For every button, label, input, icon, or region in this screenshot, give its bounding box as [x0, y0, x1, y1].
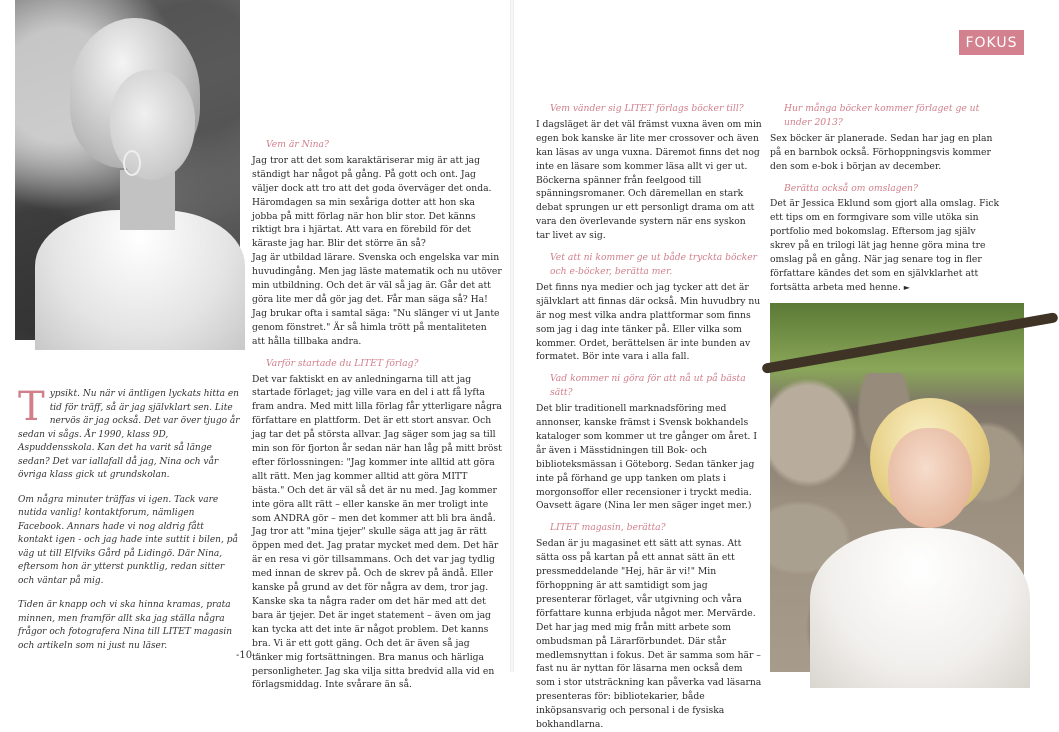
intro-paragraph-2: Om några minuter träffas vi igen. Tack vare nutida vanlig! kontaktforum, nämligen Facebook. Annars hade vi nog aldrig fått kontakt igen - och jag hade inte suttit i bilen, på väg ut till Elfviks Gård på Lidingö. Där Nina, eftersom hon är ytterst punktlig, redan sitter och väntar på mig.: [18, 494, 238, 586]
section-badge: FOKUS: [959, 30, 1024, 55]
interview-column-4: [770, 102, 1002, 295]
question-heading: Vet att ni kommer ge ut både tryckta böcker och e-böcker, berätta mer.: [550, 252, 758, 277]
question-heading: Berätta också om omslagen?: [784, 182, 918, 194]
interview-column-3: [536, 102, 762, 732]
question-heading: Vem är Nina?: [266, 139, 329, 150]
answer-text: Jag är utbildad lärare. Svenska och engelska var min huvudingång. Men jag läste matematik och nu utöver min utbildning. Och det är väl så jag är. Går det att göra lite mer då gör jag det. Får man säga så? Ha! Jag brukar ofta i samtal säga: "Nu slänger vi ut Jante genom fönstret." Är så himla trött på mentaliteten att hålla tillbaka andra.: [252, 252, 502, 347]
portrait-photo-bw: [15, 0, 240, 340]
question-heading: LITET magasin, berätta?: [550, 522, 666, 534]
drop-cap: T: [18, 384, 45, 430]
page-gutter: [510, 0, 514, 672]
page-number: -10 -: [236, 650, 259, 661]
answer-text: Sedan är ju magasinet ett sätt att synas. Att sätta oss på kartan på ett annat sätt än ett pressmeddelande "Hej, här är vi!" Min förhoppning är att samtidigt som jag presenterar förlaget, vår utgivning och våra författare kunna erbjuda något mer. Mervärde. Det har jag med mig från mitt arbete som ombudsman på Lärarförbundet. Där står medlemsnyttan i fokus. Det är samma som här – fast nu är nyttan för läsarna men också dem som i stor utsträckning kan påverka vad läsarna presenteras för: bibliotekarier, både inköpsansvarig och personal i de fysiska bokhandlarna.: [536, 538, 762, 731]
answer-text: Jag tror att det som karaktäriserar mig är att jag ständigt har något på gång. På gott och ont. Jag väljer dock att tro att det goda överväger det onda. Häromdagen sa min sexåriga dotter att hon ska jobba på mitt förlag när hon blir stor. Det känns riktigt bra i hjärtat. Att vara en förebild för det käraste jag har. Blir det större än så?: [252, 154, 492, 250]
portrait-photo-color: [770, 303, 1024, 672]
interview-column-2: [252, 138, 502, 692]
intro-paragraph-3: Tiden är knapp och vi ska hinna kramas, prata minnen, men framför allt ska jag ställa några frågor och fotografera Nina till LITET magasin och artikeln som ni just nu läser.: [18, 600, 233, 651]
intro-paragraph-1: Typsikt. Nu när vi äntligen lyckats hitta en tid för träff, så är jag självklart sen. Lite nervös är jag också. Det var över tjugo år sedan vi sågs. År 1990, klass 9D, Aspuddensskola. Kan det ha varit så länge sedan? Det var iallafall då jag, Nina och vår övriga klass gick ut grundskolan.: [18, 384, 240, 480]
answer-text: Det blir traditionell marknadsföring med annonser, kanske främst i Svensk bokhandels kataloger som kommer ut tre gånger om året. I år även i Mässtidningen till Bok- och biblioteksmässan i Göteborg. Sedan tänker jag inte på förhand ge upp tanken om plats i morgonsoffor eller recensioner i tryckt media. Oavsett ägare (Nina ler men säger inget mer.): [536, 403, 757, 512]
answer-text: I dagsläget är det väl främst vuxna även om min egen bok kanske är lite mer crossover och även kan läsas av unga vuxna. Däremot finns det nog inte en läsare som kommer läsa allt vi ger ut. Böckerna spänner från feelgood till spänningsromaner. Och däremellan en stark debat sprungen ur ett personligt drama om att vara den överlevande systern när ens syskon tar livet av sig.: [536, 118, 762, 242]
answer-text: Sex böcker är planerade. Sedan har jag en plan på en barnbok också. Förhoppningsvis kommer den som e-bok i början av december.: [770, 132, 993, 172]
answer-text: Kanske ska ta några rader om det här med att det bara är tjejer. Det är inget statement – även om jag kan tycka att det inte är något problem. Det kanns bra. Vi är ett gott gäng. Och det är även så jag tänker mig fortsättningen. Bra manus och härliga personligheter. Jag ska vilja sitta bredvid alla vid en förlagsmiddag. Inte svårare än så.: [252, 596, 495, 691]
intro-column: [18, 384, 240, 653]
end-mark-icon: ►: [903, 282, 910, 292]
question-heading: Varför startade du LITET förlag?: [266, 357, 419, 369]
question-heading: Hur många böcker kommer förlaget ge ut under 2013?: [784, 103, 980, 128]
answer-text: Det finns nya medier och jag tycker att det är självklart att finnas där också. Min huvudbry nu är nog mest vilka andra plattformar som finns som jag i dag inte tänker på. Eller vilka som kommer. Ordet, berättelsen är inte bunden av formatet. Bör inte vara i alla fall.: [536, 281, 761, 363]
question-heading: Vad kommer ni göra för att nå ut på bästa sätt?: [550, 373, 746, 399]
answer-text: Det var faktiskt en av anledningarna till att jag startade förlaget; jag ville vara en del i att få lyfta fram andra. Med mitt lilla förlag får ytterligare några författare en plattform. Det är ett stort ansvar. Och jag tar det på största allvar. Jag säger som jag sa till min son för fjorton år sedan när han låg på mitt bröst efter förlossningen: "Jag kommer inte alltid att göra allt rätt. Men jag kommer alltid att göra MITT bästa." Och det är väl så det är nu med. Jag kommer inte göra allt rätt – eller kanske än mer troligt inte som ANDRA gör – men det kommer att bli bra ändå. Jag tror att "mina tjejer" skulle säga att jag är rätt öppen med det. Jag pratar mycket med dem. Det här är en resa vi gör tillsammans. Och det var jag tydlig med innan de skrev på. Och de skrev på ändå. Eller kanske på grund av det för några av dem, tror jag.: [252, 373, 502, 594]
answer-text: Det är Jessica Eklund som gjort alla omslag. Fick ett tips om en formgivare som ville utöka sin portfolio med bokomslag. Eftersom jag själv skrev på en trilogi lät jag henne göra mina tre omslag på en gång. När jag senare tog in fler författare kändes det som en självklarhet att fortsätta arbeta med henne. ►: [770, 198, 1000, 293]
question-heading: Vem vänder sig LITET förlags böcker till?: [550, 103, 744, 114]
